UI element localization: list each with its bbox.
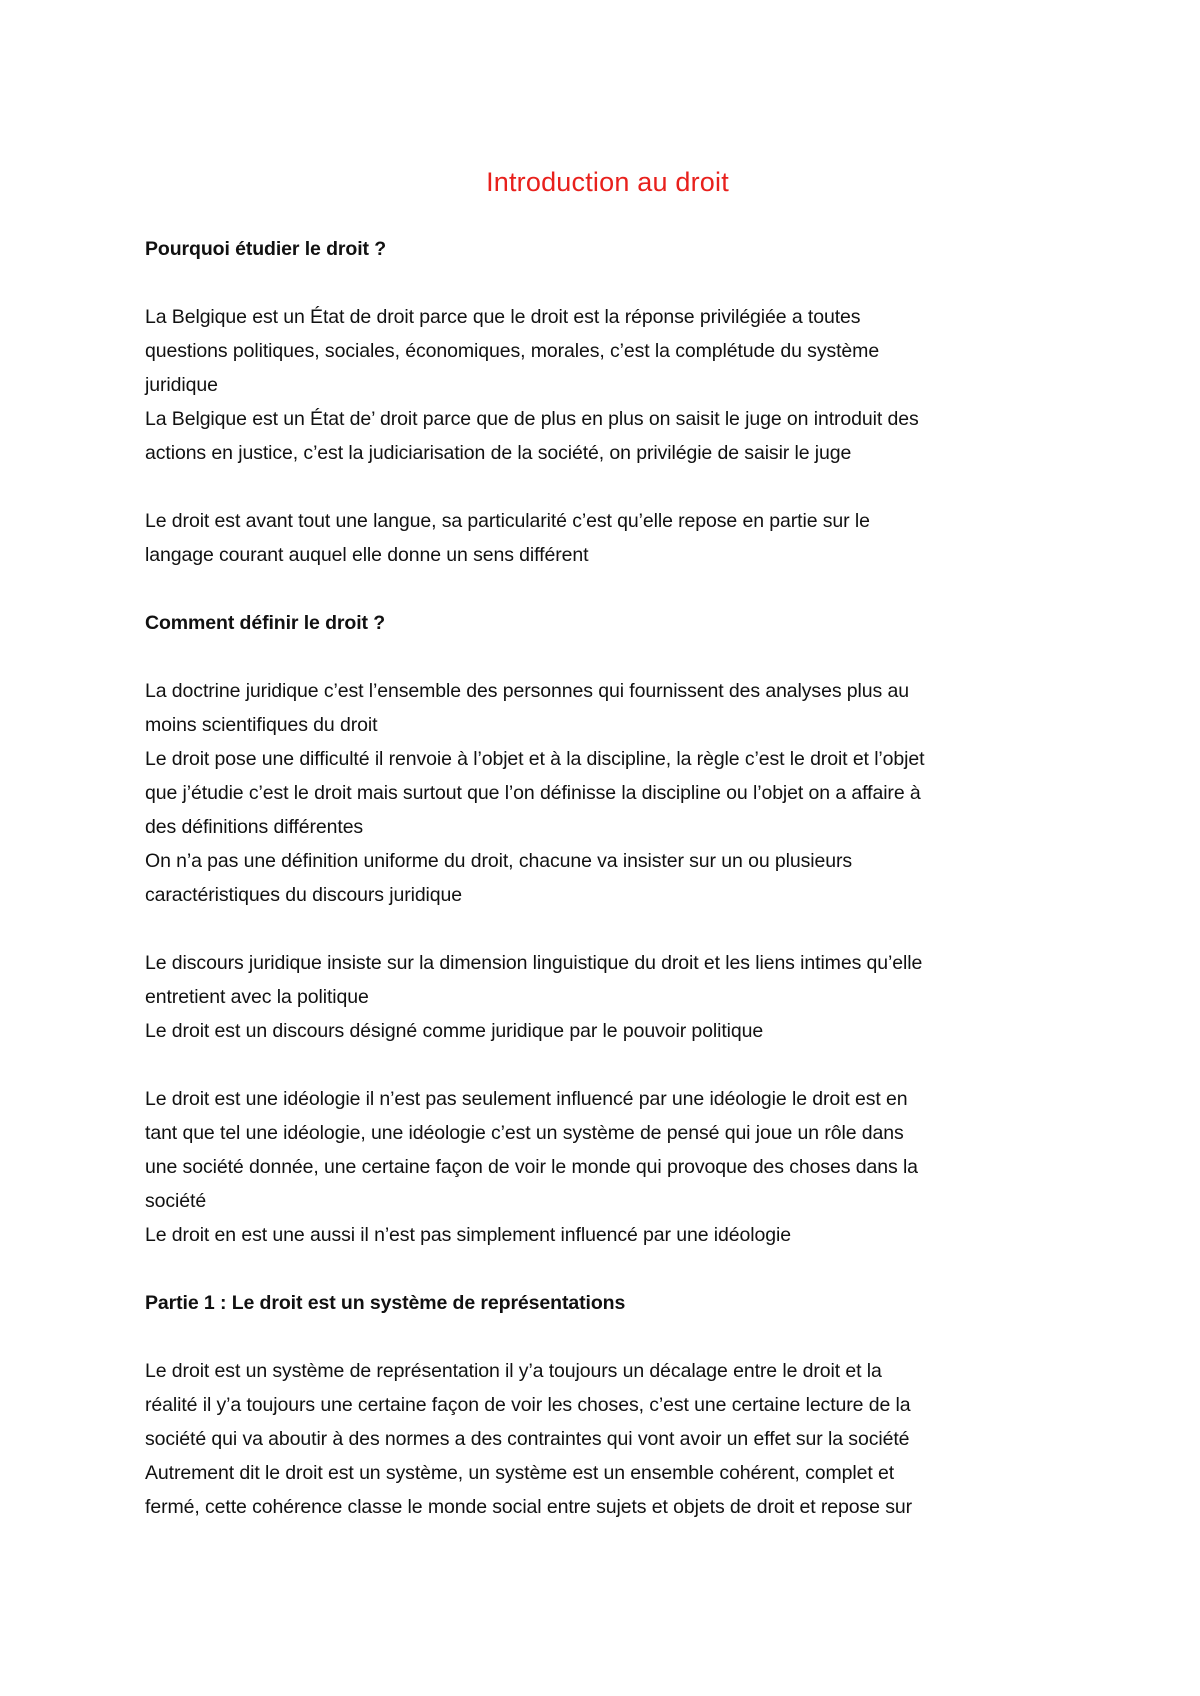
text-line: Le droit est une idéologie il n’est pas seulement influencé par une idéologie le droit est en [145,1088,908,1110]
text-line: fermé, cette cohérence classe le monde social entre sujets et objets de droit et repose sur [145,1496,912,1518]
section-heading: Partie 1 : Le droit est un système de représentations [145,1292,626,1314]
text-line: moins scientifiques du droit [145,714,378,736]
section-heading: Comment définir le droit ? [145,612,386,634]
paragraph [145,300,1070,470]
text-line: questions politiques, sociales, économiques, morales, c’est la complétude du système [145,340,880,362]
text-line: juridique [145,374,218,396]
text-line: La Belgique est un État de’ droit parce que de plus en plus on saisit le juge on introduit des [145,408,919,430]
text-line: une société donnée, une certaine façon de voir le monde qui provoque des choses dans la [145,1156,918,1178]
text-line: langage courant auquel elle donne un sens différent [145,544,589,566]
text-line: tant que tel une idéologie, une idéologie c’est un système de pensé qui joue un rôle dans [145,1122,904,1144]
text-line: Le discours juridique insiste sur la dimension linguistique du droit et les liens intimes qu’elle [145,952,923,974]
document-body [145,232,1070,1524]
text-line: Le droit est avant tout une langue, sa particularité c’est qu’elle repose en partie sur le [145,510,870,532]
text-line: Autrement dit le droit est un système, un système est un ensemble cohérent, complet et [145,1462,895,1484]
text-line: caractéristiques du discours juridique [145,884,463,906]
text-line: des définitions différentes [145,816,364,838]
text-line: actions en justice, c’est la judiciarisation de la société, on privilégie de saisir le juge [145,442,852,464]
document-title: Introduction au droit [486,167,729,197]
text-line: réalité il y’a toujours une certaine façon de voir les choses, c’est une certaine lecture de la [145,1394,911,1416]
text-line: La doctrine juridique c’est l’ensemble des personnes qui fournissent des analyses plus au [145,680,909,702]
text-line: société [145,1190,207,1212]
text-line: que j’étudie c’est le droit mais surtout que l’on définisse la discipline ou l’objet on a affaire à [145,782,921,804]
text-line: Le droit est un système de représentation il y’a toujours un décalage entre le droit et la [145,1360,882,1382]
paragraph [145,674,1070,912]
text-line: entretient avec la politique [145,986,369,1008]
section-heading: Pourquoi étudier le droit ? [145,238,387,260]
text-line: Le droit en est une aussi il n’est pas simplement influencé par une idéologie [145,1224,791,1246]
text-line: société qui va aboutir à des normes a des contraintes qui vont avoir un effet sur la société [145,1428,910,1450]
paragraph [145,1354,1070,1524]
paragraph [145,1082,1070,1252]
text-line: On n’a pas une définition uniforme du droit, chacune va insister sur un ou plusieurs [145,850,853,872]
paragraph [145,504,1070,572]
text-line: La Belgique est un État de droit parce que le droit est la réponse privilégiée a toutes [145,306,861,328]
text-line: Le droit pose une difficulté il renvoie à l’objet et à la discipline, la règle c’est le droit et l’objet [145,748,925,770]
paragraph [145,946,1070,1048]
text-line: Le droit est un discours désigné comme juridique par le pouvoir politique [145,1020,764,1042]
